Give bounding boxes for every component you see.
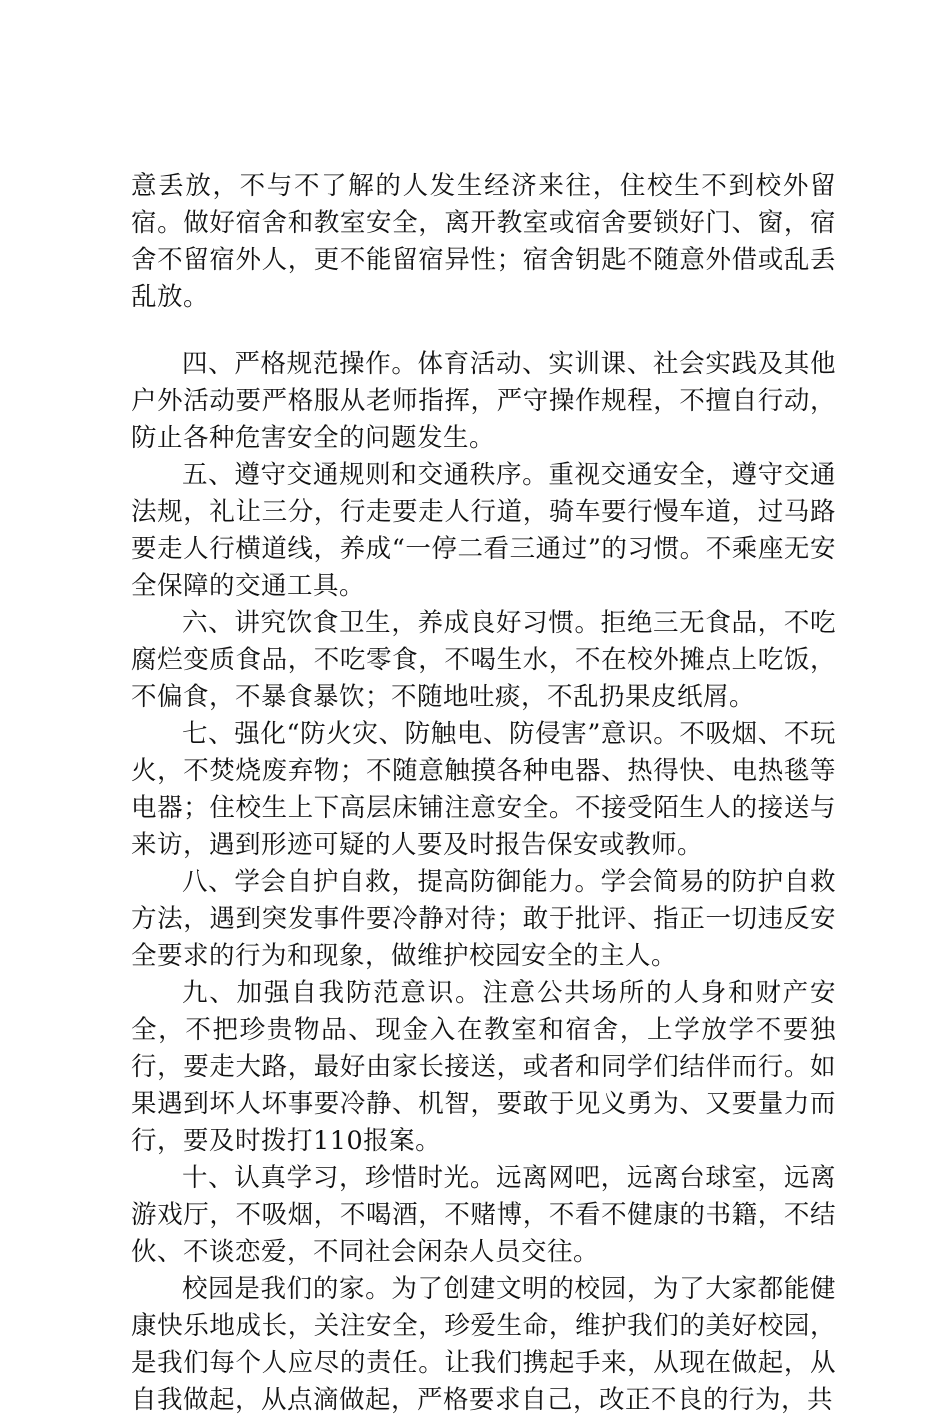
document-body <box>131 168 836 1419</box>
paragraph-item-10: 十、认真学习，珍惜时光。远离网吧，远离台球室，远离游戏厅，不吸烟，不喝酒，不赌博，不看不健康的书籍，不结伙、不谈恋爱，不同社会闲杂人员交往。 <box>131 1163 836 1267</box>
paragraph-item-4: 四、严格规范操作。体育活动、实训课、社会实践及其他户外活动要严格服从老师指挥，严守操作规程，不擅自行动，防止各种危害安全的问题发生。 <box>131 349 836 453</box>
paragraph-continuation: 意丢放，不与不了解的人发生经济来往，住校生不到校外留宿。做好宿舍和教室安全，离开教室或宿舍要锁好门、窗，宿舍不留宿外人，更不能留宿异性；宿舍钥匙不随意外借或乱丢乱放。 <box>131 171 836 312</box>
paragraph-closing: 校园是我们的家。为了创建文明的校园，为了大家都能健康快乐地成长，关注安全，珍爱生命，维护我们的美好校园，是我们每个人应尽的责任。让我们携起手来，从现在做起，从自我做起，从点滴做起，严格要求自己，改正不良的行为，共 <box>131 1274 836 1415</box>
paragraph-item-8: 八、学会自护自救，提高防御能力。学会简易的防护自救方法，遇到突发事件要冷静对待；敢于批评、指正一切违反安全要求的行为和现象，做维护校园安全的主人。 <box>131 867 836 971</box>
paragraph-item-5: 五、遵守交通规则和交通秩序。重视交通安全，遵守交通法规，礼让三分，行走要走人行道，骑车要行慢车道，过马路要走人行横道线，养成“一停二看三通过”的习惯。不乘座无安全保障的交通工具。 <box>131 460 836 601</box>
paragraph-item-7: 七、强化“防火灾、防触电、防侵害”意识。不吸烟、不玩火，不焚烧废弃物；不随意触摸各种电器、热得快、电热毯等电器；住校生上下高层床铺注意安全。不接受陌生人的接送与来访，遇到形迹可疑的人要及时报告保安或教师。 <box>131 719 836 860</box>
paragraph-item-9: 九、加强自我防范意识。注意公共场所的人身和财产安全，不把珍贵物品、现金入在教室和宿舍，上学放学不要独行，要走大路，最好由家长接送，或者和同学们结伴而行。如果遇到坏人坏事要冷静、机智，要敢于见义勇为、又要量力而行，要及时拨打110报案。 <box>131 978 836 1156</box>
paragraph-item-6: 六、讲究饮食卫生，养成良好习惯。拒绝三无食品，不吃腐烂变质食品，不吃零食，不喝生水，不在校外摊点上吃饭，不偏食，不暴食暴饮；不随地吐痰，不乱扔果皮纸屑。 <box>131 608 836 712</box>
